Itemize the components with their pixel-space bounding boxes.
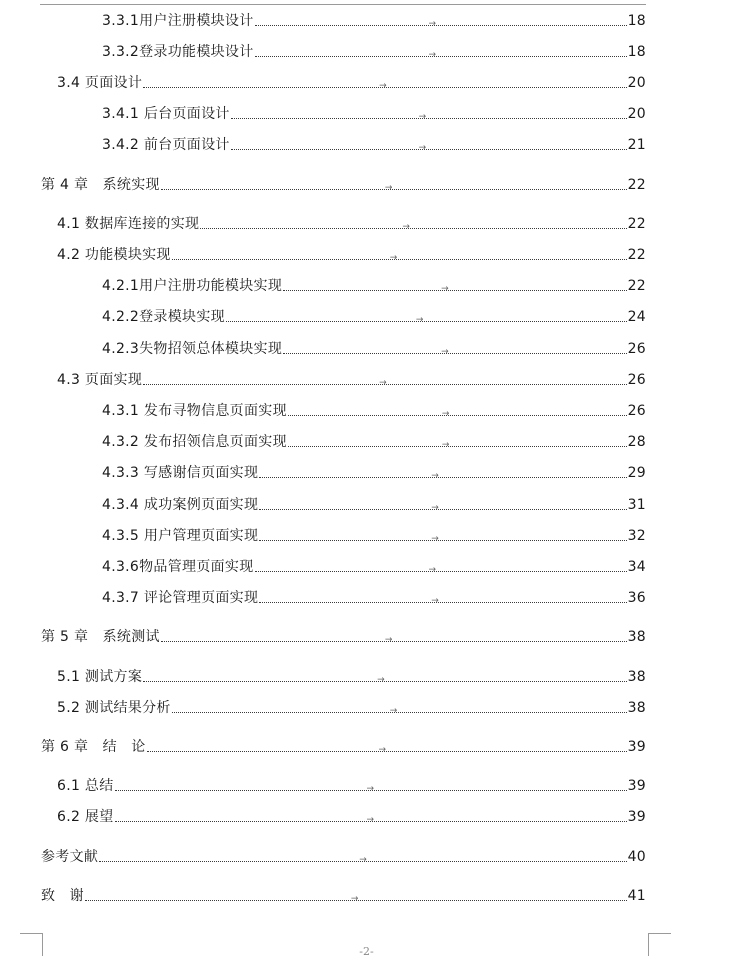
dot-leader	[172, 253, 627, 263]
tab-arrow-icon: →	[428, 565, 437, 575]
dot-leader	[161, 183, 627, 193]
toc-entry-page: 39	[627, 739, 646, 755]
tab-arrow-icon: →	[441, 347, 449, 357]
toc-entry-page: 20	[627, 106, 646, 122]
toc-entry[interactable]	[41, 737, 646, 757]
toc-entry[interactable]	[57, 73, 646, 93]
toc-entry[interactable]	[57, 776, 646, 796]
toc-entry-page: 29	[627, 465, 646, 481]
toc-entry-label: 第 6 章 结 论	[41, 739, 146, 755]
toc-entry-label: 第 4 章 系统实现	[41, 177, 160, 193]
tab-arrow-icon: →	[389, 253, 398, 263]
toc-entry-page: 40	[627, 849, 646, 865]
toc-entry-label: 6.1 总结	[57, 778, 114, 794]
toc-entry[interactable]	[57, 214, 646, 234]
toc-entry-page: 32	[627, 528, 646, 544]
dot-leader	[226, 315, 627, 325]
toc-entry-label: 3.4.1 后台页面设计	[102, 106, 230, 122]
dot-leader	[161, 635, 627, 645]
toc-entry-label: 4.3.2 发布招领信息页面实现	[102, 434, 287, 450]
dot-leader	[259, 596, 626, 606]
dot-leader	[288, 440, 627, 450]
tab-arrow-icon: →	[377, 675, 385, 685]
toc-entry[interactable]	[57, 698, 646, 718]
toc-entry-label: 4.3.5 用户管理页面实现	[102, 528, 259, 544]
dot-leader	[115, 815, 627, 825]
toc-entry[interactable]	[57, 807, 646, 827]
dot-leader	[259, 503, 626, 513]
tab-arrow-icon: →	[431, 503, 440, 513]
toc-entry-page: 39	[627, 778, 646, 794]
header-rule	[40, 4, 646, 5]
toc-entry[interactable]	[102, 42, 646, 62]
dot-leader	[259, 534, 626, 544]
toc-entry[interactable]	[57, 370, 646, 390]
toc-entry[interactable]	[57, 245, 646, 265]
dot-leader	[255, 50, 627, 60]
toc-entry-page: 28	[627, 434, 646, 450]
toc-entry[interactable]	[102, 432, 646, 452]
toc-entry-page: 36	[627, 590, 646, 606]
toc-entry-label: 4.3.1 发布寻物信息页面实现	[102, 403, 287, 419]
tab-arrow-icon: →	[378, 745, 387, 755]
toc-entry-label: 3.3.1用户注册模块设计	[102, 13, 254, 29]
toc-entry[interactable]	[41, 847, 646, 867]
toc-entry-page: 38	[627, 669, 646, 685]
tab-arrow-icon: →	[359, 855, 368, 865]
page-number: -2-	[359, 945, 374, 958]
toc-entry-page: 38	[627, 629, 646, 645]
dot-leader	[143, 378, 626, 388]
toc-entry-page: 34	[627, 559, 646, 575]
toc-entry-label: 4.3 页面实现	[57, 372, 143, 388]
dot-leader	[255, 565, 627, 575]
toc-entry-page: 31	[627, 497, 646, 513]
toc-entry[interactable]	[102, 526, 646, 546]
toc-entry-label: 4.3.6物品管理页面实现	[102, 559, 254, 575]
toc-entry-label: 4.2.2登录模块实现	[102, 309, 225, 325]
dot-leader	[259, 471, 626, 481]
tab-arrow-icon: →	[428, 19, 437, 29]
dot-leader	[172, 706, 627, 716]
tab-arrow-icon: →	[379, 378, 387, 388]
toc-entry-page: 38	[627, 700, 646, 716]
toc-entry[interactable]	[102, 401, 646, 421]
toc-entry[interactable]	[41, 627, 646, 647]
toc-entry[interactable]	[57, 667, 646, 687]
toc-entry[interactable]	[102, 11, 646, 31]
toc-entry-label: 4.2 功能模块实现	[57, 247, 171, 263]
toc-entry[interactable]	[41, 886, 646, 906]
toc-entry-label: 4.2.3失物招领总体模块实现	[102, 341, 283, 357]
toc-entry[interactable]	[41, 175, 646, 195]
dot-leader	[283, 347, 626, 357]
dot-leader	[147, 745, 627, 755]
tab-arrow-icon: →	[441, 440, 450, 450]
toc-entry-label: 5.1 测试方案	[57, 669, 143, 685]
toc-entry-page: 22	[627, 247, 646, 263]
dot-leader	[143, 675, 626, 685]
toc-entry[interactable]	[102, 588, 646, 608]
tab-arrow-icon: →	[366, 815, 375, 825]
dot-leader	[231, 112, 627, 122]
tab-arrow-icon: →	[384, 635, 393, 645]
dot-leader	[85, 894, 627, 904]
dot-leader	[288, 409, 627, 419]
toc-entry-page: 26	[627, 372, 646, 388]
tab-arrow-icon: →	[441, 409, 450, 419]
toc-entry[interactable]	[102, 307, 646, 327]
dot-leader	[143, 81, 626, 91]
tab-arrow-icon: →	[350, 894, 359, 904]
toc-entry[interactable]	[102, 463, 646, 483]
tab-arrow-icon: →	[418, 112, 427, 122]
toc-entry-page: 41	[627, 888, 646, 904]
dot-leader	[283, 284, 626, 294]
tab-arrow-icon: →	[366, 784, 375, 794]
toc-entry-label: 3.3.2登录功能模块设计	[102, 44, 254, 60]
tab-arrow-icon: →	[389, 706, 398, 716]
dot-leader	[231, 143, 627, 153]
tab-arrow-icon: →	[402, 222, 411, 232]
toc-entry-page: 22	[627, 177, 646, 193]
tab-arrow-icon: →	[431, 471, 440, 481]
toc-entry-label: 6.2 展望	[57, 809, 114, 825]
toc-entry-page: 21	[627, 137, 646, 153]
toc-entry-label: 4.1 数据库连接的实现	[57, 216, 200, 232]
toc-entry[interactable]	[102, 557, 646, 577]
toc-entry-page: 26	[627, 341, 646, 357]
toc-entry-label: 致 谢	[41, 888, 84, 904]
tab-arrow-icon: →	[431, 534, 440, 544]
tab-arrow-icon: →	[415, 315, 424, 325]
toc-entry-label: 第 5 章 系统测试	[41, 629, 160, 645]
toc-entry-label: 3.4 页面设计	[57, 75, 143, 91]
toc-entry[interactable]	[102, 135, 646, 155]
toc-entry-page: 24	[627, 309, 646, 325]
toc-entry[interactable]	[102, 276, 646, 296]
toc-entry-page: 26	[627, 403, 646, 419]
toc-entry-page: 20	[627, 75, 646, 91]
toc-entry-page: 39	[627, 809, 646, 825]
toc-entry-label: 4.3.7 评论管理页面实现	[102, 590, 259, 606]
tab-arrow-icon: →	[418, 143, 427, 153]
toc-entry-label: 参考文献	[41, 849, 99, 865]
toc-entry-page: 22	[627, 216, 646, 232]
toc-entry-page: 18	[627, 44, 646, 60]
tab-arrow-icon: →	[441, 284, 449, 294]
toc-entry-label: 4.3.4 成功案例页面实现	[102, 497, 259, 513]
toc-entry[interactable]	[102, 104, 646, 124]
toc-entry[interactable]	[102, 495, 646, 515]
toc-entry-label: 5.2 测试结果分析	[57, 700, 171, 716]
toc-entry-page: 18	[627, 13, 646, 29]
toc-entry-label: 4.2.1用户注册功能模块实现	[102, 278, 283, 294]
tab-arrow-icon: →	[428, 50, 437, 60]
toc-entry-label: 3.4.2 前台页面设计	[102, 137, 230, 153]
dot-leader	[99, 855, 626, 865]
dot-leader	[115, 784, 627, 794]
tab-arrow-icon: →	[384, 183, 393, 193]
tab-arrow-icon: →	[431, 596, 440, 606]
dot-leader	[200, 222, 626, 232]
toc-entry[interactable]	[102, 339, 646, 359]
dot-leader	[255, 19, 627, 29]
tab-arrow-icon: →	[379, 81, 387, 91]
toc-entry-label: 4.3.3 写感谢信页面实现	[102, 465, 259, 481]
toc-entry-page: 22	[627, 278, 646, 294]
